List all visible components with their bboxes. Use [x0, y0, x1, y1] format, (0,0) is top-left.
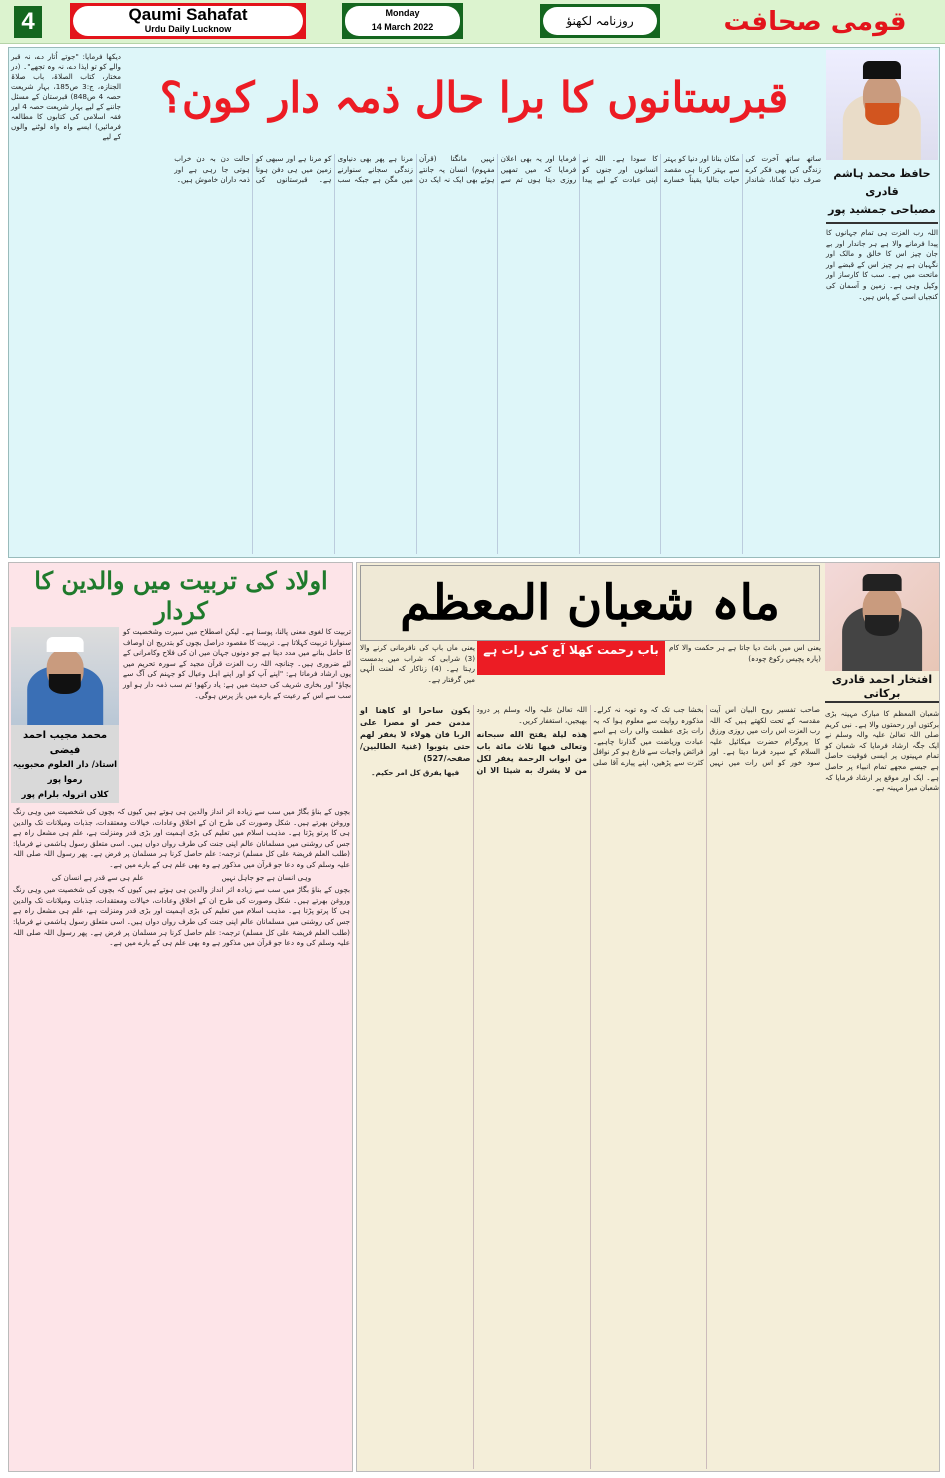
edition-label: روزنامہ لکھنؤ: [566, 14, 634, 28]
verse-line: علم ہی سے قدر ہے انسان کی: [51, 872, 144, 882]
brand-name: Qaumi Sahafat: [128, 5, 248, 24]
article-text: یعنی اس میں بانٹ دیا جاتا ہے ہر حکمت والا کام (پارہ پچیس رکوع چودہ): [669, 643, 821, 663]
page-number: 4: [14, 6, 42, 38]
article-body: [13, 807, 350, 1467]
headline: قبرستانوں کا برا حال ذمہ دار کون؟: [159, 73, 789, 122]
article-body: ساتھ ساتھ آخرت کی زندگی کی بھی فکر کرے صرف دنیا کمانا، شاندار مکان بنانا اور دنیا کو بہتر سے بہتر کرنا ہی مقصد حیات بنالیا یقیناً خسارے کا سودا ہے۔ اللہ نے انسانوں اور جنوں کو اپنی عبادت کے لیے پیدا فرمایا اور یہ بھی اعلان فرمایا کہ میں تمھیں روزی دیتا ہوں تم سے نہیں مانگتا (قرآن مفہوم) انسان یہ جانتے ہوئے بھی ایک نہ ایک دن مرنا ہے پھر بھی دنیاوی زندگی سجانے سنوارنے میں مگن ہے جبکہ سب کو مرنا ہے اور سبھی کو زمین میں ہی دفن ہونا ہے۔ قبرستانوں کی حالت دن بہ دن خراب ہوتی جا رہی ہے اور ذمہ داران خاموش ہیں۔: [174, 154, 821, 185]
edition-box: [540, 4, 660, 38]
body-text: بچوں کے بناؤ بگاڑ میں سب سے زیادہ اثر انداز والدین ہی ہوتے ہیں کیوں کہ بچوں کی شخصیت میں وہی رنگ وروغن بھرتے ہیں۔ شکل وصورت کی طرح ان کے اخلاق وعادات، خیالات ومعتقدات، جذبات ومیلانات تک والدین ہی کا پرتو پڑتا ہے۔ مذہب اسلام میں تعلیم کی بڑی اہمیت اور بڑی قدر ومنزلت ہے، علم ہی مشعل راہ ہے جس کی روشنی میں مسلمانان عالم اپنی جنت کی طرف رواں دواں ہیں۔ اسی متعلق رسول ہاشمی نے فرمایا: (طلب العلم فریضۃ علی کل مسلم) ترجمہ: علم حاصل کرنا ہر مسلمان پر فرض ہے۔ پھر رسول اللہ صلی اللہ علیہ وسلم کی وہ دعا جو قرآن میں مذکور ہے وہ بھی علم ہی کے بارے میں ہے۔: [13, 885, 350, 948]
body-text: صاحب تفسیر روح البیان اس آیت مقدسہ کے تحت لکھتے ہیں کہ اللہ رب العزت اس رات میں روزی ورزق کا پروگرام حضرت میکائیل علیہ السلام کے سپرد فرما دیتا ہے۔ اور سود خور کو اس رات میں نہیں بخشا جب تک کہ وہ توبہ نہ کرلے۔ مذکورہ روایت سے معلوم ہوا کہ یہ رات بڑی عظمت والی رات ہے اسے عبادت وریاضت میں گذارنا چاہیے۔ فرائض واجبات سے فارغ ہو کر نوافل کثرت سے پڑھیں، اپنے پیارے آقا صلی اللہ تعالیٰ علیہ والہ وسلم پر درود بھیجیں، استغفار کریں۔: [476, 705, 820, 767]
author-name: افتخار احمد قادری برکاتی: [825, 673, 939, 703]
headline: ماہ شعبان المعظم: [360, 565, 820, 641]
top-article: [8, 47, 940, 558]
verse-line: وہی انسان ہے جو جاہل نہیں: [221, 872, 312, 882]
masthead: [0, 0, 945, 44]
author-photo: [11, 627, 119, 725]
article-body: [360, 705, 820, 1469]
right-article: [356, 562, 940, 1472]
date-box: [342, 3, 463, 39]
article-body-right: شعبان المعظم کا مبارک مہینہ بڑی برکتوں اور رحمتوں والا ہے۔ نبی کریم صلی اللہ تعالیٰ علیہ والہ وسلم نے ایک جگہ ارشاد فرمایا کہ شعبان کو تمام مہینوں پر ایسی فوقیت حاصل ہے جیسے مجھے تمام انبیاء پر حاصل ہے۔ ایک اور موقع پر ارشاد فرمایا کہ شعبان میرا مہینہ ہے۔: [825, 709, 939, 793]
author-line2: استاذ/ دار العلوم محبوبیہ رموا پور: [12, 760, 118, 785]
author-name: حافظ محمد ہاشم قادری: [833, 167, 931, 198]
author-name: محمد مجیب احمد فیضی: [22, 730, 108, 756]
brand-logo-english: [70, 3, 306, 39]
verse: [13, 871, 350, 886]
author-line3: کلاں اترولہ بلرام پور: [21, 790, 109, 800]
left-article: [8, 562, 353, 1472]
brand-tagline: Urdu Daily Lucknow: [144, 24, 232, 34]
author-photo: [825, 563, 939, 671]
article-body-right: اللہ رب العزت ہی تمام جہانوں کا پیدا فرمانے والا ہے ہر جاندار اور بے جان چیز اس کا خالق و مالک اور نگہبان ہے ہر چیز اس کے قبضے اور ماتحت میں ہے۔ سب کا کارساز اور وکیل وہی ہے۔ زمین و آسمان کی کنجیاں اسی کے پاس ہیں۔: [826, 228, 938, 301]
brand-name-urdu: قومی صحافت: [723, 7, 907, 37]
headline: اولاد کی تربیت میں والدین کا کردار: [34, 566, 328, 625]
article-text: یعنی ماں باپ کی نافرمانی کرنے والا (3) شرابی کہ شراب میں بدمست رہتا ہے۔ (4) زناکار کہ لعنت الٰہی میں گرفتار ہے۔: [360, 643, 475, 684]
author-photo: [826, 50, 938, 160]
body-text: بچوں کے بناؤ بگاڑ میں سب سے زیادہ اثر انداز والدین ہی ہوتے ہیں کیوں کہ بچوں کی شخصیت میں وہی رنگ وروغن بھرتے ہیں۔ شکل وصورت کی طرح ان کے اخلاق وعادات، خیالات ومعتقدات، جذبات ومیلانات تک والدین ہی کا پرتو پڑتا ہے۔ مذہب اسلام میں تعلیم کی بڑی اہمیت اور بڑی قدر ومنزلت ہے، علم ہی مشعل راہ ہے جس کی روشنی میں مسلمانان عالم اپنی جنت کی طرف رواں دواں ہیں۔ اسی متعلق رسول ہاشمی نے فرمایا: (طلب العلم فریضۃ علی کل مسلم) ترجمہ: علم حاصل کرنا ہر مسلمان پر فرض ہے۔ پھر رسول اللہ صلی اللہ علیہ وسلم کی وہ دعا جو قرآن میں مذکور ہے وہ بھی علم ہی کے بارے میں ہے۔: [13, 807, 350, 869]
day: Monday: [385, 8, 420, 18]
author-place: مصباحی جمشید پور: [828, 203, 936, 216]
arabic-quote: هذه ليلة يفتح الله سبحانه وتعالى فيها ثلاث مائة باب من ابواب الرحمة يغفر لكل من لا يشرك به شيئا الا ان يكون ساحرا او كاهنا او مدمن خمر او مصرا على الربا فان هولاء لا يغفر لهم حتى يتوبوا (غنیۃ الطالبین/صفحہ/527): [360, 706, 587, 776]
author-byline: [826, 162, 938, 224]
subheadline-banner: باب رحمت کھلا آج کی رات ہے: [477, 641, 665, 675]
closing-line: فیھا یفرق کل امر حکیم۔: [371, 768, 460, 777]
author-byline: [11, 725, 119, 803]
date: 14 March 2022: [371, 22, 434, 32]
article-side-text: دیکھا فرمایا: "جوتے اُتار دے، نہ قبر والے کو تو ایذا دے، نہ وہ تجھے"۔ (در مختار، کتاب الصلاۃ، باب صلاۃ الجنازہ، ج:3 ص185، بہار شریعت حصہ 4 ص848) قبرستان کے مسئل جاننے کے لیے بہار شریعت حصہ 4 اور فقہ اسلامی کی کتابوں کا مطالعہ فرمائیں) ایسے واہ واہ لوٹنے والوں کے لیے: [10, 52, 121, 141]
article-intro: تربیت کا لغوی معنی پالنا، پوسنا ہے۔ لیکن اصطلاح میں سیرت وشخصیت کو سنوارنا تربیت کہلاتا ہے۔ تربیت کا مقصود دراصل بچوں کو بتدریج ان اوصاف کا حامل بنانے میں مدد دینا ہے جو دونوں جہان میں ان کی فلاح وکامرانی کے لئے ضروری ہیں۔ چنانچہ اللہ رب العزت قرآن مجید کے سورہ تحریم میں یوں ارشاد فرماتا ہے: "اپنے آپ کو اور اپنے اہل وعیال کو جہنم کی آگ سے بچاؤ" اور بخاری شریف کی حدیث میں ہے: یاد رکھو! تم سب ذمہ دار ہو اور سب سے اس کے رعیت کے بارے میں باز پرس ہوگی۔: [123, 627, 351, 700]
